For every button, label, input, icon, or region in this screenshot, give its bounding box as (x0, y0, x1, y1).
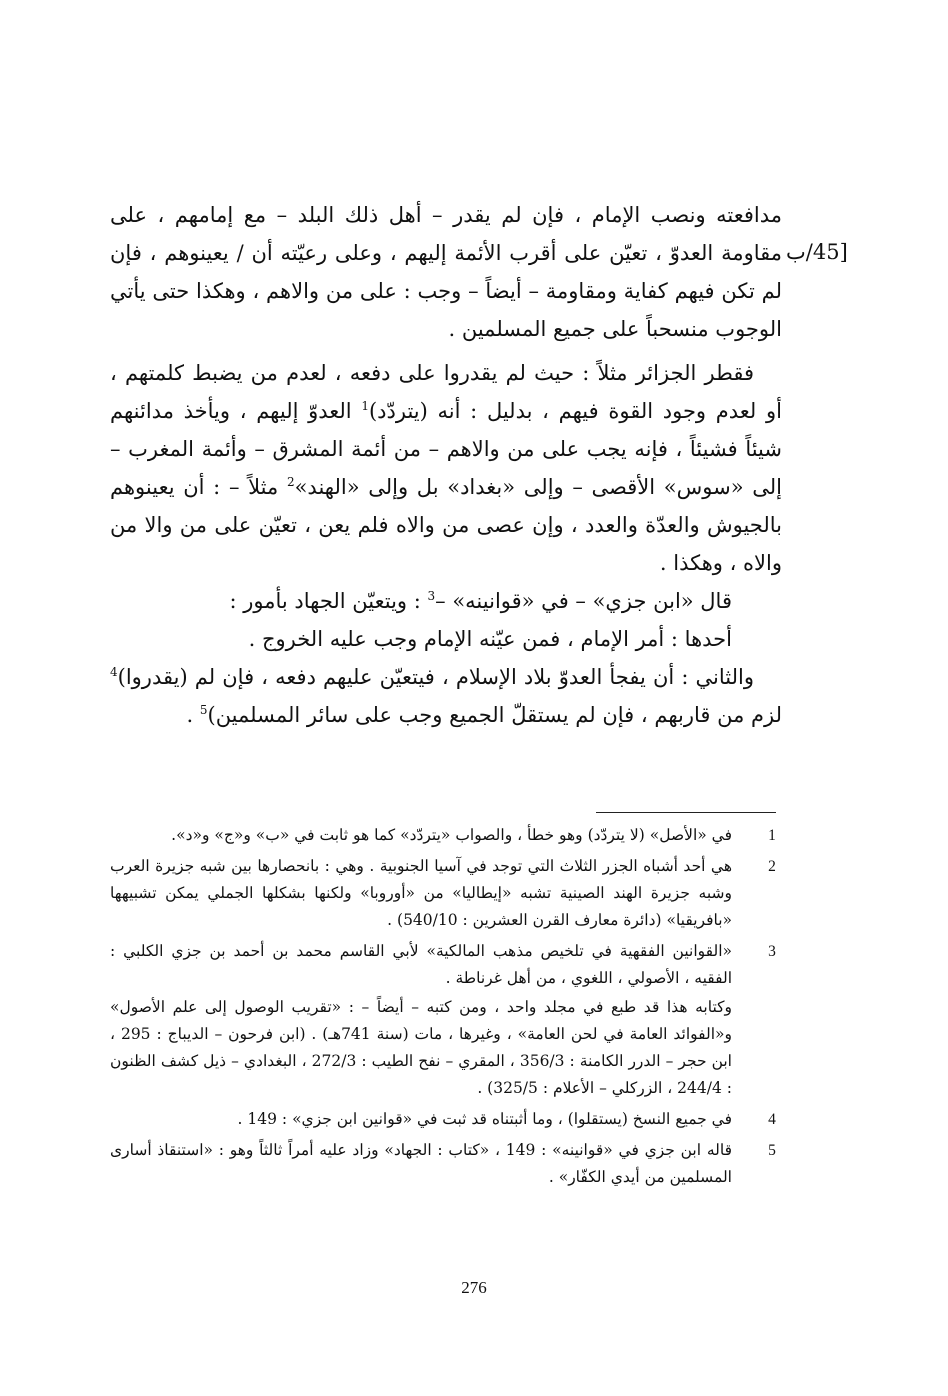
footnotes-block (110, 822, 782, 1195)
footnote-number: 5 (768, 1142, 776, 1159)
footnote-ref-4[interactable]: 4 (110, 665, 118, 679)
footnote-number: 1 (768, 827, 776, 844)
paragraph-3 (110, 582, 782, 620)
paragraph-2-part-b: العدوّ إليهم ، ويأخذ مدائنهم شيئاً فشيئاً ، فإنه يجب على من والاهم – من أئمة المشرق – وأئمة المغرب – إلى «سوس» الأقصى – وإلى «بغداد» بل وإلى «الهند» (110, 399, 782, 499)
paragraph-3-part-b: : ويتعيّن الجهاد بأمور : (229, 589, 428, 613)
footnote-number: 4 (768, 1111, 776, 1128)
main-text-block (110, 196, 782, 734)
paragraph-2-part-a: فقطر الجزائر مثلاً : حيث لم يقدروا على دفعه ، لعدم من يضبط كلمتهم ، أو لعدم وجود القوة فيهم ، بدليل : أنه (يتردّد) (110, 361, 782, 423)
paragraph-3-part-a: قال «ابن جزي» – في «قوانينه» – (435, 589, 732, 613)
footnote-text: في «الأصل» (لا يتردّد) وهو خطأ ، والصواب «يتردّد» كما هو ثابت في «ب» و«ج» و«د». (171, 826, 732, 844)
paragraph-5 (110, 658, 782, 734)
footnote-5 (110, 1137, 782, 1191)
footnote-separator (596, 812, 776, 813)
paragraph-5-part-a: والثاني : أن يفجأ العدوّ بلاد الإسلام ، فيتعيّن عليهم دفعه ، فإن لم (يقدروا) (117, 665, 754, 689)
footnote-text: هي أحد أشباه الجزر الثلاث التي توجد في آسيا الجنوبية . وهي : بانحصارها بين شبه جزيرة العرب وشبه جزيرة الهند الصينية تشبه «إيطاليا» من «أوروبا» ولكنها بشكلها الجملي يمكن تشبيهها «بافريقيا» (دائرة معارف القرن العشرين : 540/10) . (110, 857, 732, 929)
footnote-2 (110, 853, 782, 934)
footnote-1 (110, 822, 782, 849)
paragraph-2-part-c: مثلاً – : أن يعينوهم بالجيوش والعدّة والعدد ، وإن عصى من والاه فلم يعن ، تعيّن على من والا من والاه ، وهكذا . (110, 475, 782, 575)
footnote-text: في جميع النسخ (يستقلوا) ، وما أثبتناه قد ثبت في «قوانين ابن جزي» : 149 . (237, 1110, 732, 1128)
paragraph-5-part-b: لزم من قاربهم ، فإن لم يستقلّ الجميع وجب على سائر المسلمين) (207, 703, 782, 727)
footnote-text-continued: وكتابه هذا قد طبع في مجلد واحد ، ومن كتبه – أيضاً – : «تقريب الوصول إلى علم الأصول» و«الفوائد العامة في لحن العامة» ، وغيرها ، مات (سنة 741هـ) . (ابن فرحون – الديباج : 295 ، ابن حجر – الدرر الكامنة : 356/3 ، المقري – نفح الطيب : 272/3 ، البغدادي – ذيل كشف الظنون : 244/4 ، الزركلي – الأعلام : 325/5) . (110, 998, 733, 1097)
page-number: 276 (461, 1278, 487, 1297)
footnote-text: «القوانين الفقهية في تلخيص مذهب المالكية» لأبي القاسم محمد بن أحمد بن جزي الكلبي : الفقيه ، الأصولي ، اللغوي ، من أهل غرناطة . (110, 942, 732, 987)
footnote-ref-5[interactable]: 5 (199, 703, 208, 717)
footnote-ref-1[interactable]: 1 (361, 399, 369, 413)
paragraph-2 (110, 354, 782, 582)
footnote-text: قاله ابن جزي في «قوانينه» : 149 ، «كتاب : الجهاد» وزاد عليه أمراً ثالثاً وهو : «استنقاذ أسارى المسلمين من أيدي الكفّار» . (110, 1141, 732, 1186)
footnote-3 (110, 938, 782, 1102)
paragraph-1: مدافعته ونصب الإمام ، فإن لم يقدر – أهل ذلك البلد – مع إمامهم ، على مقاومة العدوّ ، تعيّن على أقرب الأئمة إليهم ، وعلى رعيّته أن / يعينوهم ، فإن لم تكن فيهم كفاية ومقاومة – أيضاً – وجب : على من والاهم ، وهكذا حتى يأتي الوجوب منسحباً على جميع المسلمين . (110, 203, 782, 341)
footnote-ref-3[interactable]: 3 (427, 589, 436, 603)
paragraph-5-part-c: . (186, 703, 200, 727)
footnote-number: 2 (768, 858, 776, 875)
footnote-4 (110, 1106, 782, 1133)
paragraph-4: أحدها : أمر الإمام ، فمن عيّنه الإمام وجب عليه الخروج . (248, 627, 732, 651)
folio-margin-note: [45/ب (786, 240, 848, 264)
footnote-ref-2[interactable]: 2 (286, 475, 295, 489)
footnote-number: 3 (768, 943, 776, 960)
